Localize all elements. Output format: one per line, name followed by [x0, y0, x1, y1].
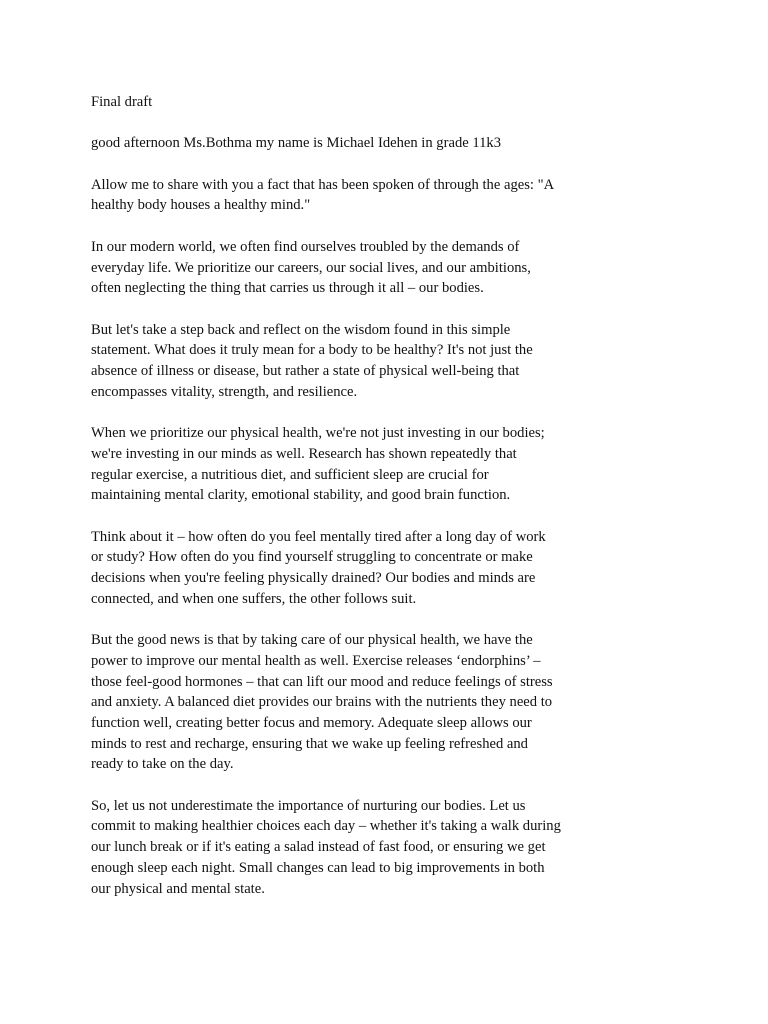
paragraph-modern-world: In our modern world, we often find ourselves troubled by the demands of everyday life. We prioritize our careers, our social lives, and our ambitions, often neglecting the thing that carries us through it all – our bodies. [91, 238, 531, 297]
paragraph-reflection: But let's take a step back and reflect on the wisdom found in this simple statement. What does it truly mean for a body to be healthy? It's not just the absence of illness or disease, but rather a state of physical well-being that encompasses vitality, strength, and resilience. [91, 321, 533, 400]
paragraph-physical-health: When we prioritize our physical health, we're not just investing in our bodies; we're investing in our minds as well. Research has shown repeatedly that regular exercise, a nutritious diet, and sufficient sleep are crucial for maintaining mental clarity, emotional stability, and good brain function. [91, 425, 545, 504]
paragraph-greeting: good afternoon Ms.Bothma my name is Michael Idehen in grade 11k3 [91, 135, 502, 152]
paragraph-think-about-it: Think about it – how often do you feel mentally tired after a long day of work or study? How often do you find yourself struggling to concentrate or make decisions when you're feeling physically drained? Our bodies and minds are connected, and when one suffers, the other follows suit. [91, 528, 546, 607]
document-page [91, 92, 561, 920]
paragraph-good-news: But the good news is that by taking care of our physical health, we have the power to improve our mental health as well. Exercise releases ‘endorphins’ – those feel-good hormones – that can lift our mood and reduce feelings of stress and anxiety. A balanced diet provides our brains with the nutrients they need to function well, creating better focus and memory. Adequate sleep allows our minds to rest and recharge, ensuring that we wake up feeling refreshed and ready to take on the day. [91, 632, 553, 773]
paragraph-conclusion: So, let us not underestimate the importance of nurturing our bodies. Let us commit to making healthier choices each day – whether it's taking a walk during our lunch break or if it's eating a salad instead of fast food, or ensuring we get enough sleep each night. Small changes can lead to big improvements in both our physical and mental state. [91, 797, 561, 897]
document-title: Final draft [91, 94, 153, 110]
paragraph-intro: Allow me to share with you a fact that has been spoken of through the ages: "A healthy body houses a healthy mind." [91, 176, 554, 214]
